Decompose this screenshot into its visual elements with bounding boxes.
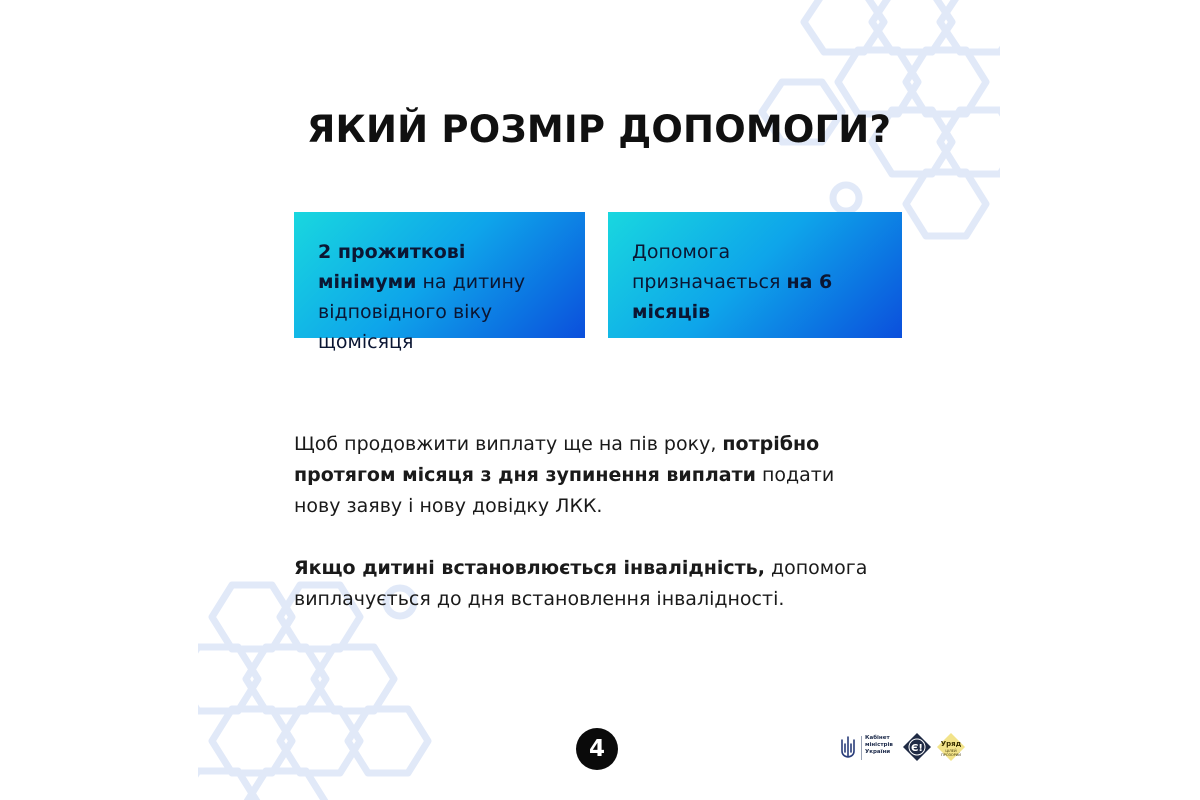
hex-top-9 (906, 172, 986, 236)
logo-divider (861, 736, 862, 760)
page-number-badge: 4 (576, 728, 618, 770)
disability-text-end: допомога виплачується до дня встановлення інвалідності. (294, 557, 868, 610)
benefit-duration-bold: на 6 місяців (632, 271, 833, 323)
benefit-amount-text: на дитину відповідного віку щомісяця (318, 271, 526, 353)
extension-text-bold: потрібно протягом місяця з дня зупинення виплати (294, 433, 820, 486)
footer-logos (840, 730, 970, 766)
extension-text-start: Щоб продовжити виплату ще на пів року, (294, 433, 723, 455)
benefit-amount-bold: 2 прожиткові мінімуми (318, 241, 466, 293)
tryzub-icon (840, 736, 856, 760)
disability-paragraph (294, 553, 884, 615)
benefit-duration-card (608, 212, 902, 338)
disability-text-bold: Якщо дитині встановлюється інвалідність, (294, 557, 765, 579)
dot-top (833, 185, 859, 211)
info-slide (198, 0, 1000, 800)
cabinet-line-3: України (865, 749, 891, 755)
uriad-logo-subtext: ЦІЛЕЙ ПРОЗОРИЙ (941, 749, 961, 757)
extension-text-end: подати нову заяву і нову довідку ЛКК. (294, 464, 835, 517)
extension-paragraph (294, 429, 884, 522)
diia-logo-icon (902, 732, 932, 762)
benefit-duration-text: Допомога призначається (632, 241, 787, 293)
page-title: ЯКИЙ РОЗМІР ДОПОМОГИ? (306, 108, 892, 151)
uriad-logo-word: Уряд (940, 740, 962, 748)
benefit-amount-card (294, 212, 585, 353)
cabinet-line-1: Кабінет (865, 735, 890, 741)
cabinet-line-2: міністрів (865, 742, 893, 748)
cabinet-logo-text (865, 735, 905, 756)
diia-logo-letter: Є! (911, 743, 923, 754)
